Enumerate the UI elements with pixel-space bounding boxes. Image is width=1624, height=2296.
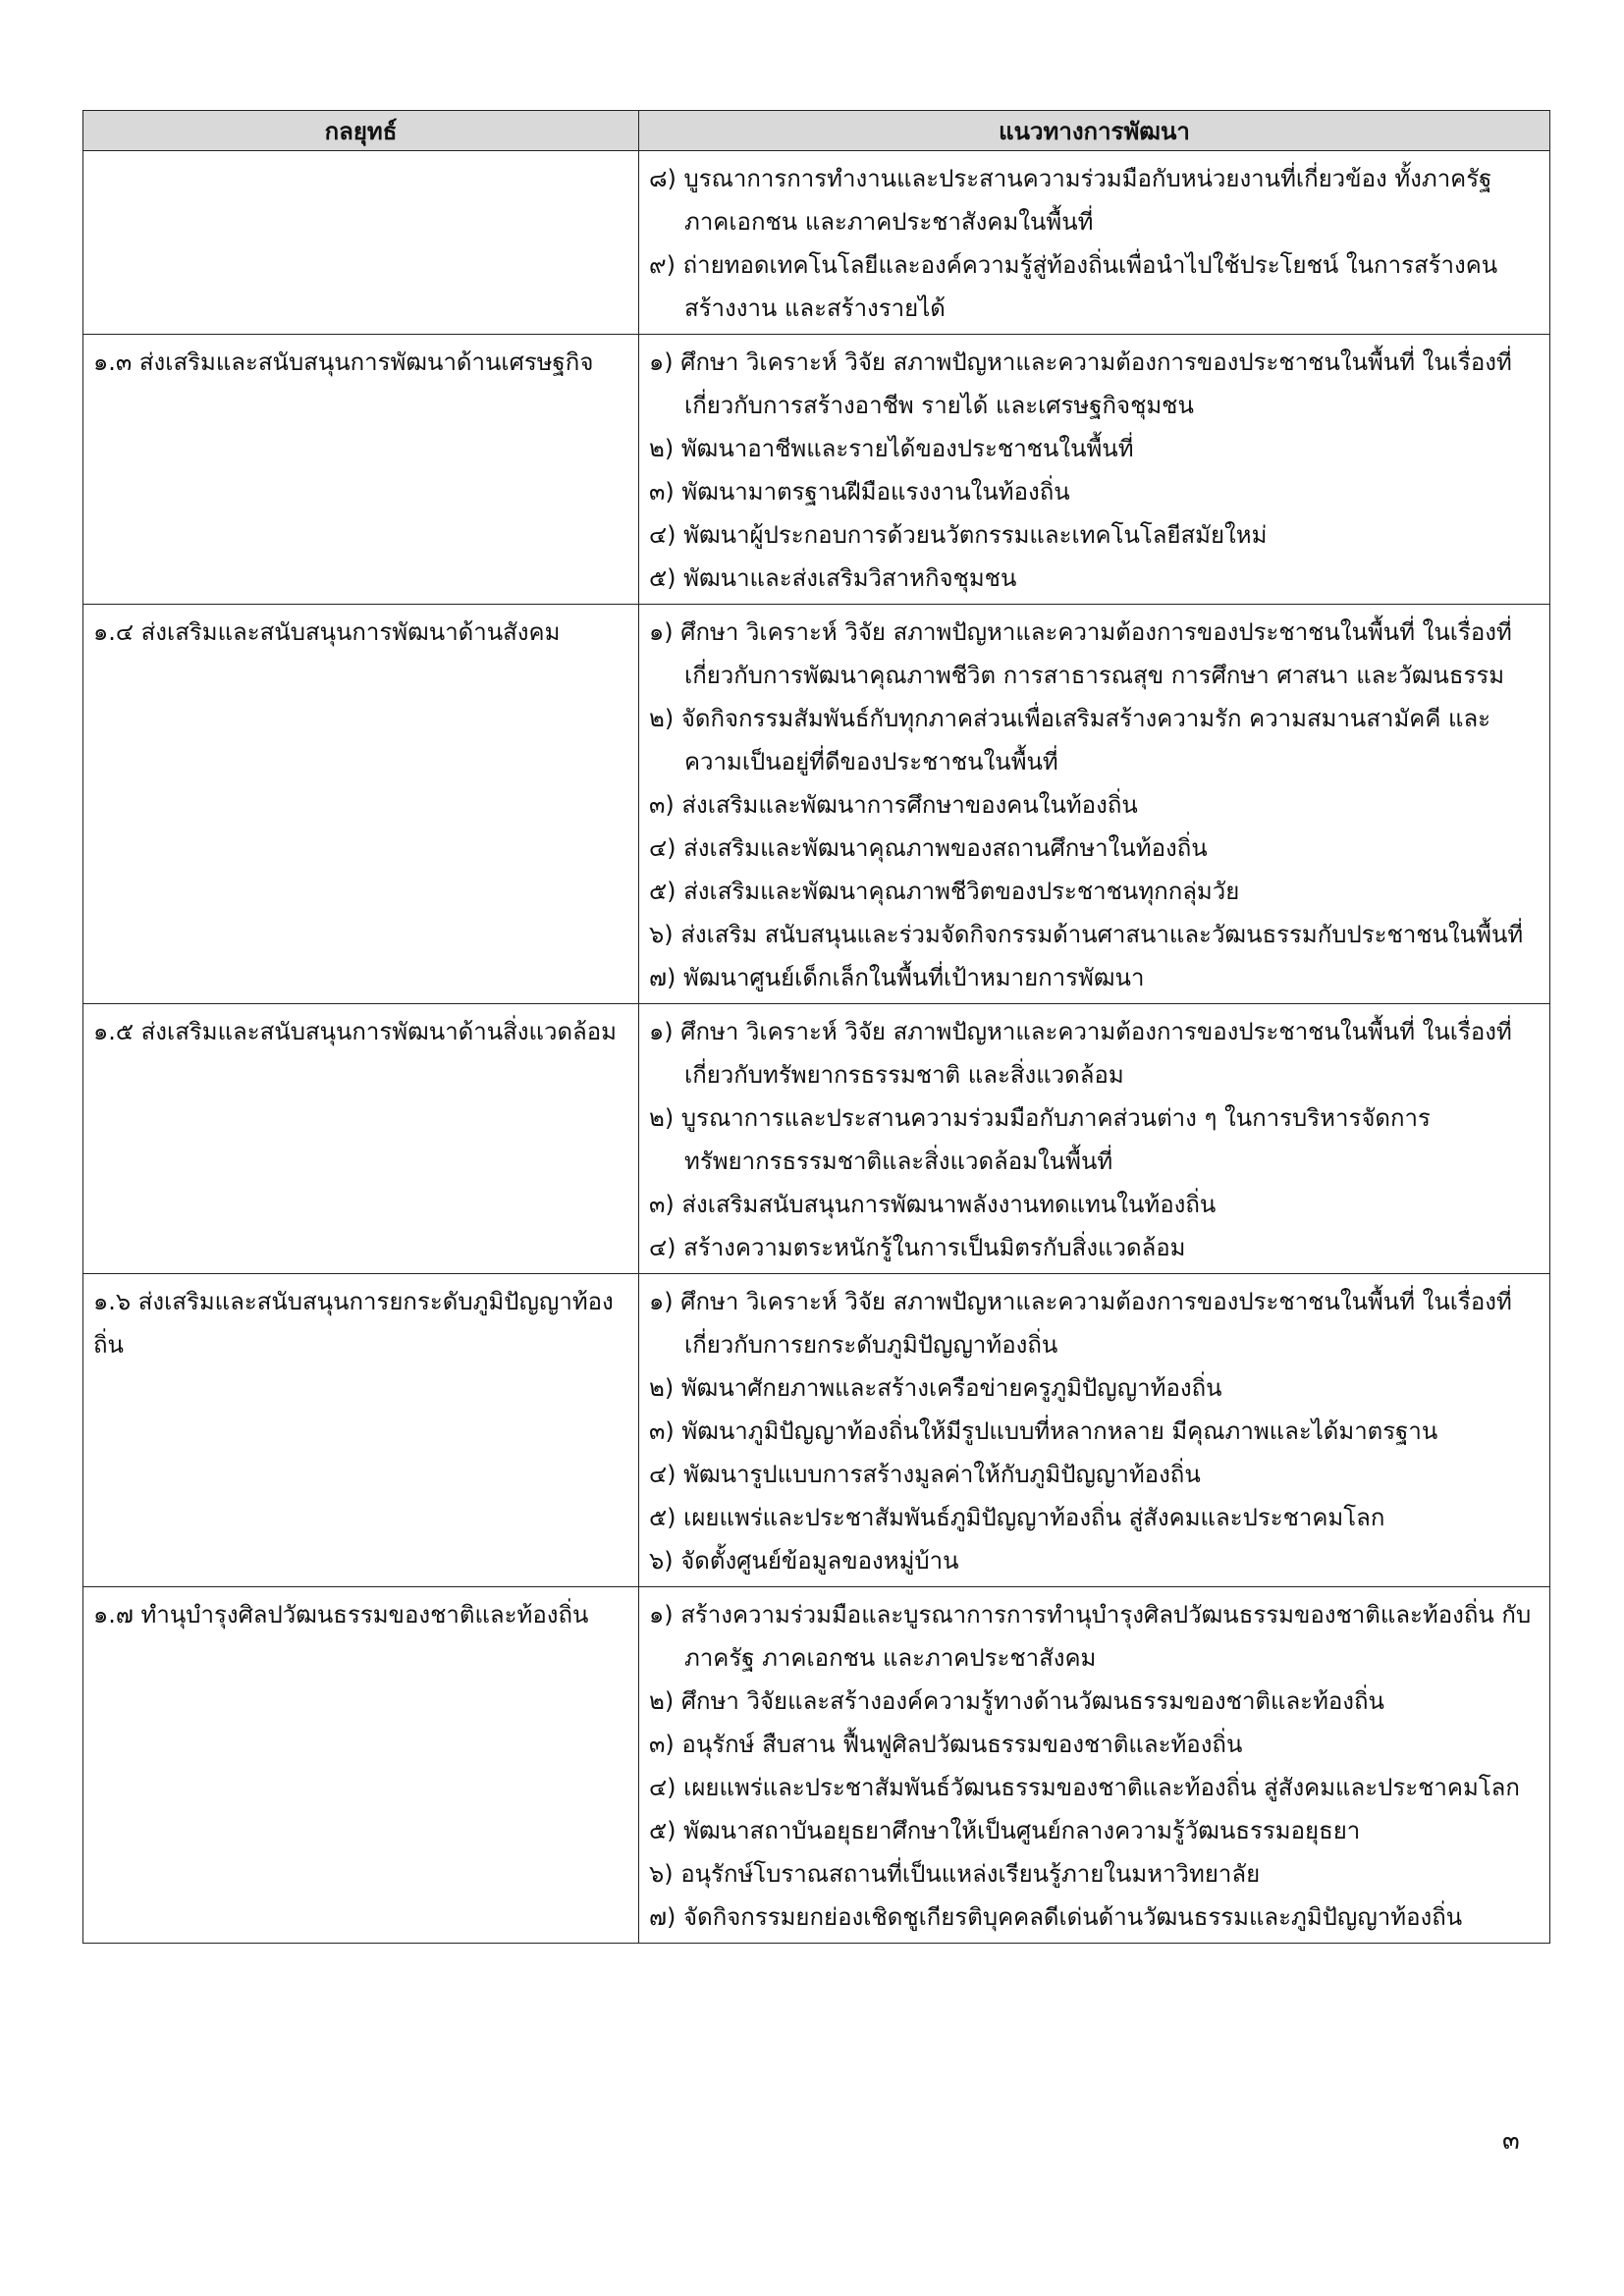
guideline-item: ๓) ส่งเสริมและพัฒนาการศึกษาของคนในท้องถิ่น — [649, 791, 1138, 819]
guideline-item: ๓) พัฒนามาตรฐานฝีมือแรงงานในท้องถิ่น — [649, 478, 1070, 506]
table-row — [83, 1587, 1550, 1944]
strategy-cell — [83, 1587, 639, 1944]
guidelines-cell — [639, 1004, 1550, 1274]
guidelines-cell — [639, 151, 1550, 335]
table-header-row — [83, 111, 1550, 151]
guideline-item: ๒) บูรณาการและประสานความร่วมมือกับภาคส่วนต่าง ๆ ในการบริหารจัดการทรัพยากรธรรมชาติและสิ่งแวดล้อมในพื้นที่ — [649, 1104, 1431, 1175]
strategy-text: ๑.๔ ส่งเสริมและสนับสนุนการพัฒนาด้านสังคม — [93, 618, 561, 646]
table-row — [83, 151, 1550, 335]
guideline-item: ๑) ศึกษา วิเคราะห์ วิจัย สภาพปัญหาและความต้องการของประชาชนในพื้นที่ ในเรื่องที่เกี่ยวกับการพัฒนาคุณภาพชีวิต การสาธารณสุข การศึกษา ศาสนา และวัฒนธรรม — [649, 618, 1512, 689]
strategy-cell — [83, 151, 639, 335]
table-row — [83, 1274, 1550, 1587]
table-body — [83, 151, 1550, 1944]
guideline-item: ๓) อนุรักษ์ สืบสาน ฟื้นฟูศิลปวัฒนธรรมของชาติและท้องถิ่น — [649, 1731, 1243, 1758]
guideline-item: ๔) พัฒนารูปแบบการสร้างมูลค่าให้กับภูมิปัญญาท้องถิ่น — [649, 1461, 1201, 1488]
guideline-item: ๒) พัฒนาอาชีพและรายได้ของประชาชนในพื้นที่ — [649, 435, 1134, 462]
table-row — [83, 1004, 1550, 1274]
guideline-item: ๗) พัฒนาศูนย์เด็กเล็กในพื้นที่เป้าหมายการพัฒนา — [649, 964, 1145, 991]
guideline-item: ๓) ส่งเสริมสนับสนุนการพัฒนาพลังงานทดแทนในท้องถิ่น — [649, 1191, 1217, 1218]
strategy-cell — [83, 1274, 639, 1587]
table-row — [83, 605, 1550, 1004]
guidelines-cell — [639, 1274, 1550, 1587]
guideline-item: ๕) พัฒนาและส่งเสริมวิสาหกิจชุมชน — [649, 564, 1017, 592]
guideline-item: ๑) ศึกษา วิเคราะห์ วิจัย สภาพปัญหาและความต้องการของประชาชนในพื้นที่ ในเรื่องที่เกี่ยวกับทรัพยากรธรรมชาติ และสิ่งแวดล้อม — [649, 1018, 1512, 1089]
guideline-item: ๕) เผยแพร่และประชาสัมพันธ์ภูมิปัญญาท้องถิ่น สู่สังคมและประชาคมโลก — [649, 1504, 1385, 1531]
strategy-cell — [83, 335, 639, 605]
guideline-item: ๑) ศึกษา วิเคราะห์ วิจัย สภาพปัญหาและความต้องการของประชาชนในพื้นที่ ในเรื่องที่เกี่ยวกับการยกระดับภูมิปัญญาท้องถิ่น — [649, 1288, 1512, 1359]
guideline-item: ๑) สร้างความร่วมมือและบูรณาการการทำนุบำรุงศิลปวัฒนธรรมของชาติและท้องถิ่น กับภาครัฐ ภาคเอกชน และภาคประชาสังคม — [649, 1601, 1532, 1672]
guideline-item: ๔) เผยแพร่และประชาสัมพันธ์วัฒนธรรมของชาติและท้องถิ่น สู่สังคมและประชาคมโลก — [649, 1774, 1520, 1801]
guideline-item: ๕) ส่งเสริมและพัฒนาคุณภาพชีวิตของประชาชนทุกกลุ่มวัย — [649, 878, 1240, 905]
strategy-table — [82, 110, 1550, 1944]
guideline-item: ๘) บูรณาการการทำงานและประสานความร่วมมือกับหน่วยงานที่เกี่ยวข้อง ทั้งภาครัฐ ภาคเอกชน และภาคประชาสังคมในพื้นที่ — [649, 165, 1492, 236]
guideline-item: ๓) พัฒนาภูมิปัญญาท้องถิ่นให้มีรูปแบบที่หลากหลาย มีคุณภาพและได้มาตรฐาน — [649, 1417, 1438, 1445]
strategy-text: ๑.๕ ส่งเสริมและสนับสนุนการพัฒนาด้านสิ่งแวดล้อม — [93, 1018, 617, 1045]
guideline-item: ๕) พัฒนาสถาบันอยุธยาศึกษาให้เป็นศูนย์กลางความรู้วัฒนธรรมอยุธยา — [649, 1817, 1361, 1844]
strategy-text: ๑.๗ ทำนุบำรุงศิลปวัฒนธรรมของชาติและท้องถิ่น — [93, 1601, 589, 1629]
guideline-item: ๙) ถ่ายทอดเทคโนโลยีและองค์ความรู้สู่ท้องถิ่นเพื่อนำไปใช้ประโยชน์ ในการสร้างคน สร้างงาน และสร้างรายได้ — [649, 251, 1498, 322]
guidelines-cell — [639, 335, 1550, 605]
strategy-text: ๑.๓ ส่งเสริมและสนับสนุนการพัฒนาด้านเศรษฐกิจ — [93, 348, 594, 376]
guideline-item: ๖) จัดตั้งศูนย์ข้อมูลของหมู่บ้าน — [649, 1547, 959, 1575]
table-row — [83, 335, 1550, 605]
guidelines-cell — [639, 605, 1550, 1004]
page-number: ๓ — [1502, 2126, 1520, 2156]
header-strategy: กลยุทธ์ — [83, 111, 639, 151]
guidelines-cell — [639, 1587, 1550, 1944]
guideline-item: ๔) พัฒนาผู้ประกอบการด้วยนวัตกรรมและเทคโนโลยีสมัยใหม่ — [649, 521, 1268, 549]
guideline-item: ๔) ส่งเสริมและพัฒนาคุณภาพของสถานศึกษาในท้องถิ่น — [649, 834, 1208, 862]
guideline-item: ๒) จัดกิจกรรมสัมพันธ์กับทุกภาคส่วนเพื่อเสริมสร้างความรัก ความสมานสามัคคี และความเป็นอยู่ที่ดีของประชาชนในพื้นที่ — [649, 705, 1491, 775]
guideline-item: ๖) ส่งเสริม สนับสนุนและร่วมจัดกิจกรรมด้านศาสนาและวัฒนธรรมกับประชาชนในพื้นที่ — [649, 921, 1524, 948]
header-guidelines: แนวทางการพัฒนา — [639, 111, 1550, 151]
guideline-item: ๒) พัฒนาศักยภาพและสร้างเครือข่ายครูภูมิปัญญาท้องถิ่น — [649, 1374, 1222, 1402]
guideline-item: ๒) ศึกษา วิจัยและสร้างองค์ความรู้ทางด้านวัฒนธรรมของชาติและท้องถิ่น — [649, 1687, 1384, 1715]
guideline-item: ๖) อนุรักษ์โบราณสถานที่เป็นแหล่งเรียนรู้ภายในมหาวิทยาลัย — [649, 1860, 1261, 1888]
guideline-item: ๔) สร้างความตระหนักรู้ในการเป็นมิตรกับสิ่งแวดล้อม — [649, 1234, 1186, 1261]
strategy-cell — [83, 1004, 639, 1274]
guideline-item: ๑) ศึกษา วิเคราะห์ วิจัย สภาพปัญหาและความต้องการของประชาชนในพื้นที่ ในเรื่องที่เกี่ยวกับการสร้างอาชีพ รายได้ และเศรษฐกิจชุมชน — [649, 348, 1512, 419]
strategy-text: ๑.๖ ส่งเสริมและสนับสนุนการยกระดับภูมิปัญญาท้องถิ่น — [93, 1288, 614, 1359]
strategy-cell — [83, 605, 639, 1004]
guideline-item: ๗) จัดกิจกรรมยกย่องเชิดชูเกียรติบุคคลดีเด่นด้านวัฒนธรรมและภูมิปัญญาท้องถิ่น — [649, 1903, 1463, 1931]
